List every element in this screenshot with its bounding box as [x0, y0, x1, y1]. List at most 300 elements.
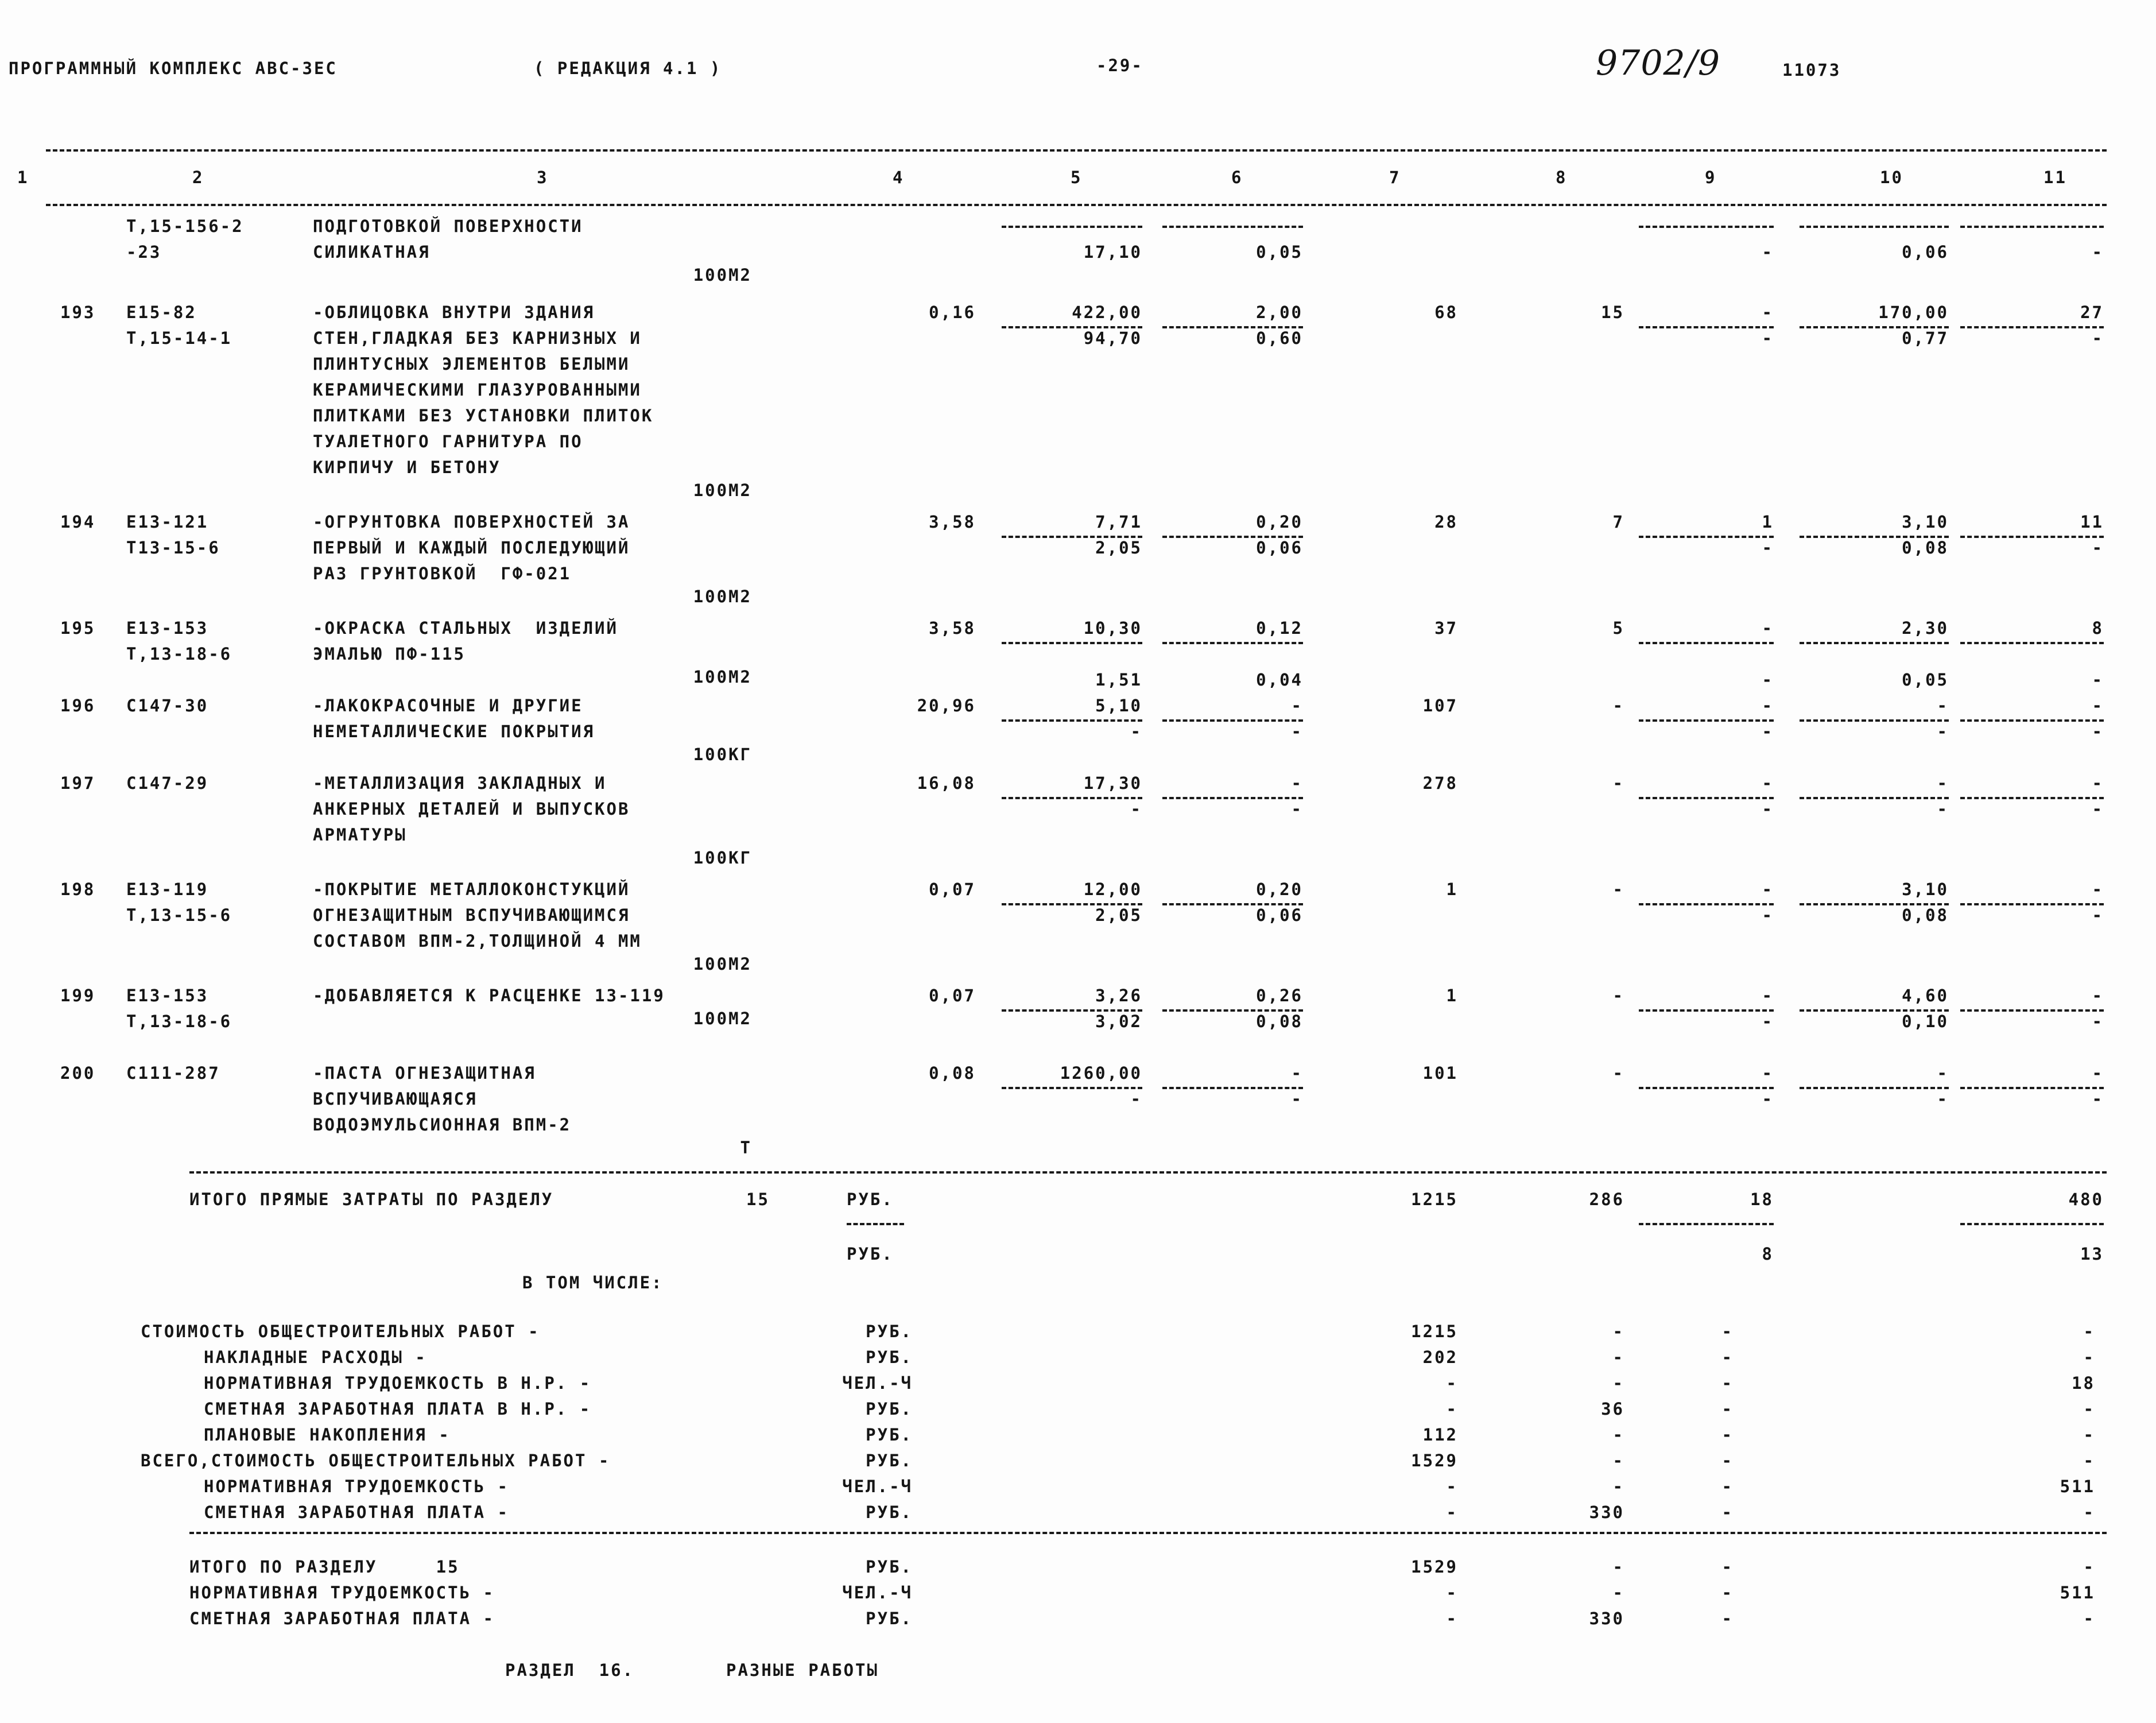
- cell-c5: 3,26: [1095, 986, 1142, 1005]
- summary-unit: РУБ.: [866, 1399, 913, 1419]
- summary-col8: -: [1612, 1477, 1624, 1496]
- cell-c11-sub: -: [2092, 1012, 2104, 1031]
- cell-c11-sub: -: [2092, 328, 2104, 348]
- cell-col7: 101: [1422, 1063, 1458, 1083]
- cell-col7: 68: [1434, 303, 1458, 322]
- cell-c11: 27: [2080, 303, 2104, 322]
- summary-col8: -: [1612, 1322, 1624, 1341]
- row-code: Е13-153: [126, 986, 209, 1005]
- direct-costs-col11-b: 13: [2080, 1244, 2104, 1264]
- direct-costs-unit-2: РУБ.: [847, 1244, 894, 1264]
- subtotal-rule: [1002, 1087, 1142, 1089]
- row-code: Е13-153: [126, 618, 209, 638]
- next-section-title: РАЗНЫЕ РАБОТЫ: [726, 1660, 879, 1680]
- dashed-rule: [847, 1223, 904, 1225]
- subtotal-rule: [1639, 536, 1774, 538]
- summary-col7: 112: [1422, 1425, 1458, 1445]
- subtotal-rule: [1162, 226, 1303, 228]
- subtotal-rule: [1162, 1087, 1303, 1089]
- summary-col7: 1215: [1411, 1322, 1458, 1341]
- row-unit: 100М2: [693, 587, 752, 606]
- row-code: Т,15-156-2: [126, 216, 244, 236]
- section-total-col8: 330: [1589, 1609, 1624, 1628]
- subtotal-rule: [1960, 903, 2104, 905]
- direct-costs-label: ИТОГО ПРЯМЫЕ ЗАТРАТЫ ПО РАЗДЕЛУ: [189, 1190, 554, 1209]
- subtotal-rule: [1800, 797, 1949, 799]
- subtotal-rule: [1800, 226, 1949, 228]
- cell-c11: 8: [2092, 618, 2104, 638]
- row-unit: 100М2: [693, 1009, 752, 1028]
- cell-col4: 16,08: [917, 773, 976, 793]
- cell-c11-sub: -: [2092, 799, 2104, 819]
- section-total-col11: -: [2083, 1609, 2095, 1628]
- cell-c5-sub: 2,05: [1095, 538, 1142, 557]
- cell-c6: 2,00: [1256, 303, 1303, 322]
- row-number: 195: [60, 618, 96, 638]
- cell-c5-sub: 2,05: [1095, 905, 1142, 925]
- cell-c6-sub: -: [1291, 1089, 1303, 1109]
- cell-c10: -: [1937, 696, 1949, 715]
- cell-col7: 1: [1446, 986, 1458, 1005]
- section-total-label: ИТОГО ПО РАЗДЕЛУ 15: [189, 1557, 460, 1577]
- handwritten-ref: 9702/9: [1596, 43, 1721, 83]
- row-number: 199: [60, 986, 96, 1005]
- cell-c9-sub: -: [1762, 670, 1774, 690]
- summary-col7: 1529: [1411, 1451, 1458, 1470]
- cell-c6: 0,20: [1256, 880, 1303, 899]
- cell-col7: 37: [1434, 618, 1458, 638]
- cell-c6-sub: -: [1291, 799, 1303, 819]
- row-unit: Т: [740, 1138, 752, 1157]
- column-number: 9: [1705, 168, 1717, 187]
- subtotal-rule: [1002, 642, 1142, 644]
- summary-col7: -: [1446, 1399, 1458, 1419]
- section-total-label: СМЕТНАЯ ЗАРАБОТНАЯ ПЛАТА -: [189, 1609, 495, 1628]
- summary-label: ВСЕГО,СТОИМОСТЬ ОБЩЕСТРОИТЕЛЬНЫХ РАБОТ -: [141, 1451, 611, 1470]
- column-number: 4: [893, 168, 905, 187]
- subtotal-rule: [1002, 226, 1142, 228]
- subtotal-rule: [1639, 903, 1774, 905]
- subtotal-rule: [1639, 226, 1774, 228]
- including-label: В ТОМ ЧИСЛЕ:: [522, 1273, 664, 1292]
- row-number: 200: [60, 1063, 96, 1083]
- cell-col8: -: [1612, 696, 1624, 715]
- summary-label: НАКЛАДНЫЕ РАСХОДЫ -: [204, 1348, 427, 1367]
- summary-col9: -: [1721, 1451, 1734, 1470]
- cell-c9-sub: -: [1762, 242, 1774, 262]
- column-number: 11: [2043, 168, 2067, 187]
- cell-c9: -: [1762, 986, 1774, 1005]
- page-number: -29-: [1096, 56, 1143, 75]
- cell-c9-sub: -: [1762, 1012, 1774, 1031]
- direct-costs-col8: 286: [1589, 1190, 1624, 1209]
- cell-c9: -: [1762, 618, 1774, 638]
- cell-c5-sub: -: [1130, 799, 1142, 819]
- cell-c5-sub: -: [1130, 722, 1142, 741]
- summary-unit: РУБ.: [866, 1348, 913, 1367]
- subtotal-rule: [1639, 326, 1774, 328]
- cell-c9: -: [1762, 1063, 1774, 1083]
- row-code: Т,13-15-6: [126, 905, 232, 925]
- section-total-col8: -: [1612, 1557, 1624, 1577]
- direct-costs-section: 15: [746, 1190, 770, 1209]
- summary-label: НОРМАТИВНАЯ ТРУДОЕМКОСТЬ -: [204, 1477, 509, 1496]
- subtotal-rule: [1960, 226, 2104, 228]
- section-total-unit: РУБ.: [866, 1609, 913, 1628]
- cell-c11: -: [2092, 986, 2104, 1005]
- row-description: СТЕН,ГЛАДКАЯ БЕЗ КАРНИЗНЫХ И: [313, 328, 642, 348]
- cell-c9-sub: -: [1762, 1089, 1774, 1109]
- dashed-rule: [189, 1171, 2107, 1174]
- direct-costs-col9-b: 8: [1762, 1244, 1774, 1264]
- subtotal-rule: [1960, 642, 2104, 644]
- cell-c5-sub: 1,51: [1095, 670, 1142, 690]
- subtotal-rule: [1960, 326, 2104, 328]
- row-description: -ДОБАВЛЯЕТСЯ К РАСЦЕНКЕ 13-119: [313, 986, 665, 1005]
- cell-c5-sub: 3,02: [1095, 1012, 1142, 1031]
- column-number: 10: [1880, 168, 1903, 187]
- row-number: 194: [60, 512, 96, 532]
- subtotal-rule: [1800, 1087, 1949, 1089]
- subtotal-rule: [1639, 1087, 1774, 1089]
- subtotal-rule: [1162, 642, 1303, 644]
- subtotal-rule: [1960, 797, 2104, 799]
- cell-c10-sub: -: [1937, 799, 1949, 819]
- row-description: ОГНЕЗАЩИТНЫМ ВСПУЧИВАЮЩИМСЯ: [313, 905, 630, 925]
- row-code: Е13-121: [126, 512, 209, 532]
- row-number: 193: [60, 303, 96, 322]
- summary-unit: РУБ.: [866, 1503, 913, 1522]
- row-code: Е13-119: [126, 880, 209, 899]
- row-description: РАЗ ГРУНТОВКОЙ ГФ-021: [313, 564, 572, 583]
- dashed-rule: [46, 149, 2107, 152]
- summary-col7: 202: [1422, 1348, 1458, 1367]
- summary-unit: РУБ.: [866, 1425, 913, 1445]
- cell-col7: 278: [1422, 773, 1458, 793]
- summary-label: НОРМАТИВНАЯ ТРУДОЕМКОСТЬ В Н.Р. -: [204, 1373, 592, 1393]
- cell-col4: 20,96: [917, 696, 976, 715]
- row-description: КЕРАМИЧЕСКИМИ ГЛАЗУРОВАННЫМИ: [313, 380, 642, 400]
- cell-c5: 12,00: [1083, 880, 1142, 899]
- cell-col8: -: [1612, 880, 1624, 899]
- column-number: 7: [1389, 168, 1401, 187]
- row-unit: 100КГ: [693, 745, 752, 764]
- cell-c5: 1260,00: [1060, 1063, 1142, 1083]
- cell-c6-sub: 0,04: [1256, 670, 1303, 690]
- row-unit: 100М2: [693, 481, 752, 500]
- summary-unit: ЧЕЛ.-Ч: [842, 1373, 913, 1393]
- row-number: 197: [60, 773, 96, 793]
- cell-c6: -: [1291, 1063, 1303, 1083]
- summary-col9: -: [1721, 1399, 1734, 1419]
- cell-c9: -: [1762, 696, 1774, 715]
- cell-c10-sub: 0,10: [1902, 1012, 1949, 1031]
- direct-costs-col7: 1215: [1411, 1190, 1458, 1209]
- row-description: -ПАСТА ОГНЕЗАЩИТНАЯ: [313, 1063, 536, 1083]
- subtotal-rule: [1162, 719, 1303, 722]
- subtotal-rule: [1960, 536, 2104, 538]
- row-description: -ПОКРЫТИЕ МЕТАЛЛОКОНСТУКЦИЙ: [313, 880, 630, 899]
- cell-c10-sub: -: [1937, 722, 1949, 741]
- cell-col4: 3,58: [929, 512, 976, 532]
- summary-col9: -: [1721, 1322, 1734, 1341]
- section-total-col7: -: [1446, 1609, 1458, 1628]
- row-code: Т,13-18-6: [126, 1012, 232, 1031]
- summary-col9: -: [1721, 1477, 1734, 1496]
- summary-col7: -: [1446, 1477, 1458, 1496]
- summary-col11: -: [2083, 1348, 2095, 1367]
- cell-c10-sub: 0,77: [1902, 328, 1949, 348]
- cell-c10: 4,60: [1902, 986, 1949, 1005]
- cell-col4: 0,08: [929, 1063, 976, 1083]
- subtotal-rule: [1960, 1087, 2104, 1089]
- row-description: ВОДОЭМУЛЬСИОННАЯ ВПМ-2: [313, 1115, 572, 1135]
- cell-c6-sub: 0,05: [1256, 242, 1303, 262]
- row-description: -ЛАКОКРАСОЧНЫЕ И ДРУГИЕ: [313, 696, 583, 715]
- section-total-unit: РУБ.: [866, 1557, 913, 1577]
- cell-c5-sub: 94,70: [1083, 328, 1142, 348]
- cell-c6: 0,26: [1256, 986, 1303, 1005]
- program-name: ПРОГРАММНЫЙ КОМПЛЕКС АВС-ЗЕС: [9, 59, 338, 78]
- column-number: 6: [1231, 168, 1243, 187]
- summary-col11: 18: [2072, 1373, 2095, 1393]
- cell-col8: -: [1612, 1063, 1624, 1083]
- program-edition: ( РЕДАКЦИЯ 4.1 ): [534, 59, 722, 78]
- summary-col9: -: [1721, 1425, 1734, 1445]
- summary-col8: 36: [1601, 1399, 1624, 1419]
- row-description: СИЛИКАТНАЯ: [313, 242, 431, 262]
- row-description: АНКЕРНЫХ ДЕТАЛЕЙ И ВЫПУСКОВ: [313, 799, 630, 819]
- summary-col8: 330: [1589, 1503, 1624, 1522]
- column-number: 5: [1071, 168, 1083, 187]
- summary-label: СТОИМОСТЬ ОБЩЕСТРОИТЕЛЬНЫХ РАБОТ -: [141, 1322, 540, 1341]
- subtotal-rule: [1162, 797, 1303, 799]
- section-total-col11: -: [2083, 1557, 2095, 1577]
- cell-c11: -: [2092, 1063, 2104, 1083]
- cell-col4: 0,16: [929, 303, 976, 322]
- summary-col8: -: [1612, 1348, 1624, 1367]
- cell-c11-sub: -: [2092, 538, 2104, 557]
- subtotal-rule: [1800, 642, 1949, 644]
- cell-c9-sub: -: [1762, 905, 1774, 925]
- cell-c5-sub: -: [1130, 1089, 1142, 1109]
- column-number: 3: [537, 168, 549, 187]
- summary-label: ПЛАНОВЫЕ НАКОПЛЕНИЯ -: [204, 1425, 451, 1445]
- cell-c6-sub: 0,06: [1256, 905, 1303, 925]
- row-description: НЕМЕТАЛЛИЧЕСКИЕ ПОКРЫТИЯ: [313, 722, 595, 741]
- row-code: Т13-15-6: [126, 538, 220, 557]
- cell-c9-sub: -: [1762, 328, 1774, 348]
- direct-costs-col11: 480: [2068, 1190, 2104, 1209]
- row-description: ВСПУЧИВАЮЩАЯСЯ: [313, 1089, 478, 1109]
- cell-c9: -: [1762, 880, 1774, 899]
- cell-col8: 5: [1612, 618, 1624, 638]
- row-number: 196: [60, 696, 96, 715]
- subtotal-rule: [1639, 797, 1774, 799]
- cell-c6: 0,20: [1256, 512, 1303, 532]
- summary-label: СМЕТНАЯ ЗАРАБОТНАЯ ПЛАТА -: [204, 1503, 509, 1522]
- cell-col8: -: [1612, 773, 1624, 793]
- cell-c5: 10,30: [1083, 618, 1142, 638]
- row-description: ПЛИНТУСНЫХ ЭЛЕМЕНТОВ БЕЛЫМИ: [313, 354, 630, 374]
- doc-code: 11073: [1782, 60, 1841, 80]
- row-description: -ОБЛИЦОВКА ВНУТРИ ЗДАНИЯ: [313, 303, 595, 322]
- summary-col8: -: [1612, 1451, 1624, 1470]
- summary-col11: -: [2083, 1451, 2095, 1470]
- cell-c5: 422,00: [1072, 303, 1142, 322]
- summary-unit: РУБ.: [866, 1322, 913, 1341]
- section-total-label: НОРМАТИВНАЯ ТРУДОЕМКОСТЬ -: [189, 1583, 495, 1602]
- column-number: 1: [17, 168, 29, 187]
- summary-unit: РУБ.: [866, 1451, 913, 1470]
- cell-col8: -: [1612, 986, 1624, 1005]
- summary-col9: -: [1721, 1503, 1734, 1522]
- row-description: ПЕРВЫЙ И КАЖДЫЙ ПОСЛЕДУЮЩИЙ: [313, 538, 630, 557]
- subtotal-rule: [1639, 1009, 1774, 1012]
- row-code: Е15-82: [126, 303, 197, 322]
- summary-col9: -: [1721, 1373, 1734, 1393]
- subtotal-rule: [1960, 1009, 2104, 1012]
- direct-costs-col9: 18: [1750, 1190, 1774, 1209]
- summary-col7: -: [1446, 1373, 1458, 1393]
- subtotal-rule: [1960, 719, 2104, 722]
- cell-c9: -: [1762, 773, 1774, 793]
- cell-c10-sub: 0,05: [1902, 670, 1949, 690]
- cell-c11-sub: -: [2092, 1089, 2104, 1109]
- dashed-rule: [1639, 1223, 1774, 1225]
- section-total-col9: -: [1721, 1583, 1734, 1602]
- summary-col7: -: [1446, 1503, 1458, 1522]
- subtotal-rule: [1002, 719, 1142, 722]
- subtotal-rule: [1639, 642, 1774, 644]
- cell-c10: 3,10: [1902, 512, 1949, 532]
- cell-c10: 3,10: [1902, 880, 1949, 899]
- cell-col8: 15: [1601, 303, 1624, 322]
- section-total-col8: -: [1612, 1583, 1624, 1602]
- direct-costs-unit: РУБ.: [847, 1190, 894, 1209]
- row-unit: 100М2: [693, 954, 752, 974]
- cell-c10-sub: 0,08: [1902, 905, 1949, 925]
- section-total-col7: 1529: [1411, 1557, 1458, 1577]
- cell-c6: -: [1291, 773, 1303, 793]
- row-number: 198: [60, 880, 96, 899]
- cell-col7: 28: [1434, 512, 1458, 532]
- cell-c6-sub: -: [1291, 722, 1303, 741]
- row-code: Т,15-14-1: [126, 328, 232, 348]
- subtotal-rule: [1639, 719, 1774, 722]
- subtotal-rule: [1002, 797, 1142, 799]
- row-code: С111-287: [126, 1063, 220, 1083]
- cell-c10: -: [1937, 1063, 1949, 1083]
- row-description: -ОКРАСКА СТАЛЬНЫХ ИЗДЕЛИЙ: [313, 618, 618, 638]
- cell-c10-sub: -: [1937, 1089, 1949, 1109]
- cell-c10-sub: 0,08: [1902, 538, 1949, 557]
- cell-c11-sub: -: [2092, 905, 2104, 925]
- section-total-col11: 511: [2060, 1583, 2095, 1602]
- row-description: ПЛИТКАМИ БЕЗ УСТАНОВКИ ПЛИТОК: [313, 406, 654, 425]
- cell-c11: -: [2092, 773, 2104, 793]
- cell-c11: -: [2092, 696, 2104, 715]
- row-unit: 100М2: [693, 265, 752, 285]
- dashed-rule: [189, 1532, 2107, 1534]
- subtotal-rule: [1800, 719, 1949, 722]
- cell-c11-sub: -: [2092, 242, 2104, 262]
- next-section-label: РАЗДЕЛ 16.: [505, 1660, 635, 1680]
- cell-c6-sub: 0,06: [1256, 538, 1303, 557]
- cell-c6-sub: 0,08: [1256, 1012, 1303, 1031]
- cell-col8: 7: [1612, 512, 1624, 532]
- cell-c9-sub: -: [1762, 538, 1774, 557]
- cell-c10: -: [1937, 773, 1949, 793]
- summary-col11: -: [2083, 1425, 2095, 1445]
- cell-c11: -: [2092, 880, 2104, 899]
- section-total-col9: -: [1721, 1557, 1734, 1577]
- cell-c6-sub: 0,60: [1256, 328, 1303, 348]
- row-code: С147-29: [126, 773, 209, 793]
- section-total-unit: ЧЕЛ.-Ч: [842, 1583, 913, 1602]
- cell-c9: -: [1762, 303, 1774, 322]
- dashed-rule: [46, 204, 2107, 206]
- cell-c10: 170,00: [1878, 303, 1949, 322]
- cell-c10-sub: 0,06: [1902, 242, 1949, 262]
- cell-c10: 2,30: [1902, 618, 1949, 638]
- row-unit: 100М2: [693, 667, 752, 687]
- cell-c6: -: [1291, 696, 1303, 715]
- section-total-col7: -: [1446, 1583, 1458, 1602]
- column-number: 8: [1556, 168, 1568, 187]
- summary-label: СМЕТНАЯ ЗАРАБОТНАЯ ПЛАТА В Н.Р. -: [204, 1399, 592, 1419]
- row-description: ПОДГОТОВКОЙ ПОВЕРХНОСТИ: [313, 216, 583, 236]
- cell-col7: 107: [1422, 696, 1458, 715]
- row-description: СОСТАВОМ ВПМ-2,ТОЛЩИНОЙ 4 ММ: [313, 931, 642, 951]
- row-code: С147-30: [126, 696, 209, 715]
- cell-c9-sub: -: [1762, 799, 1774, 819]
- row-description: -ОГРУНТОВКА ПОВЕРХНОСТЕЙ ЗА: [313, 512, 630, 532]
- cell-c9-sub: -: [1762, 722, 1774, 741]
- summary-col11: -: [2083, 1399, 2095, 1419]
- cell-col4: 3,58: [929, 618, 976, 638]
- row-description: -МЕТАЛЛИЗАЦИЯ ЗАКЛАДНЫХ И: [313, 773, 607, 793]
- row-code: Т,13-18-6: [126, 644, 232, 664]
- summary-col11: 511: [2060, 1477, 2095, 1496]
- row-unit: 100КГ: [693, 848, 752, 868]
- cell-c11: 11: [2080, 512, 2104, 532]
- cell-col4: 0,07: [929, 986, 976, 1005]
- cell-col4: 0,07: [929, 880, 976, 899]
- column-number: 2: [192, 168, 204, 187]
- row-description: КИРПИЧУ И БЕТОНУ: [313, 458, 501, 477]
- row-description: ЭМАЛЬЮ ПФ-115: [313, 644, 466, 664]
- section-total-col9: -: [1721, 1609, 1734, 1628]
- summary-col11: -: [2083, 1322, 2095, 1341]
- summary-col9: -: [1721, 1348, 1734, 1367]
- summary-col11: -: [2083, 1503, 2095, 1522]
- row-description: ТУАЛЕТНОГО ГАРНИТУРА ПО: [313, 432, 583, 451]
- cell-c5: 7,71: [1095, 512, 1142, 532]
- cell-c5-sub: 17,10: [1083, 242, 1142, 262]
- cell-c5: 5,10: [1095, 696, 1142, 715]
- summary-col8: -: [1612, 1373, 1624, 1393]
- cell-c11-sub: -: [2092, 722, 2104, 741]
- cell-col7: 1: [1446, 880, 1458, 899]
- summary-col8: -: [1612, 1425, 1624, 1445]
- summary-unit: ЧЕЛ.-Ч: [842, 1477, 913, 1496]
- cell-c5: 17,30: [1083, 773, 1142, 793]
- cell-c11-sub: -: [2092, 670, 2104, 690]
- cell-c9: 1: [1762, 512, 1774, 532]
- cell-c6: 0,12: [1256, 618, 1303, 638]
- row-description: АРМАТУРЫ: [313, 825, 407, 845]
